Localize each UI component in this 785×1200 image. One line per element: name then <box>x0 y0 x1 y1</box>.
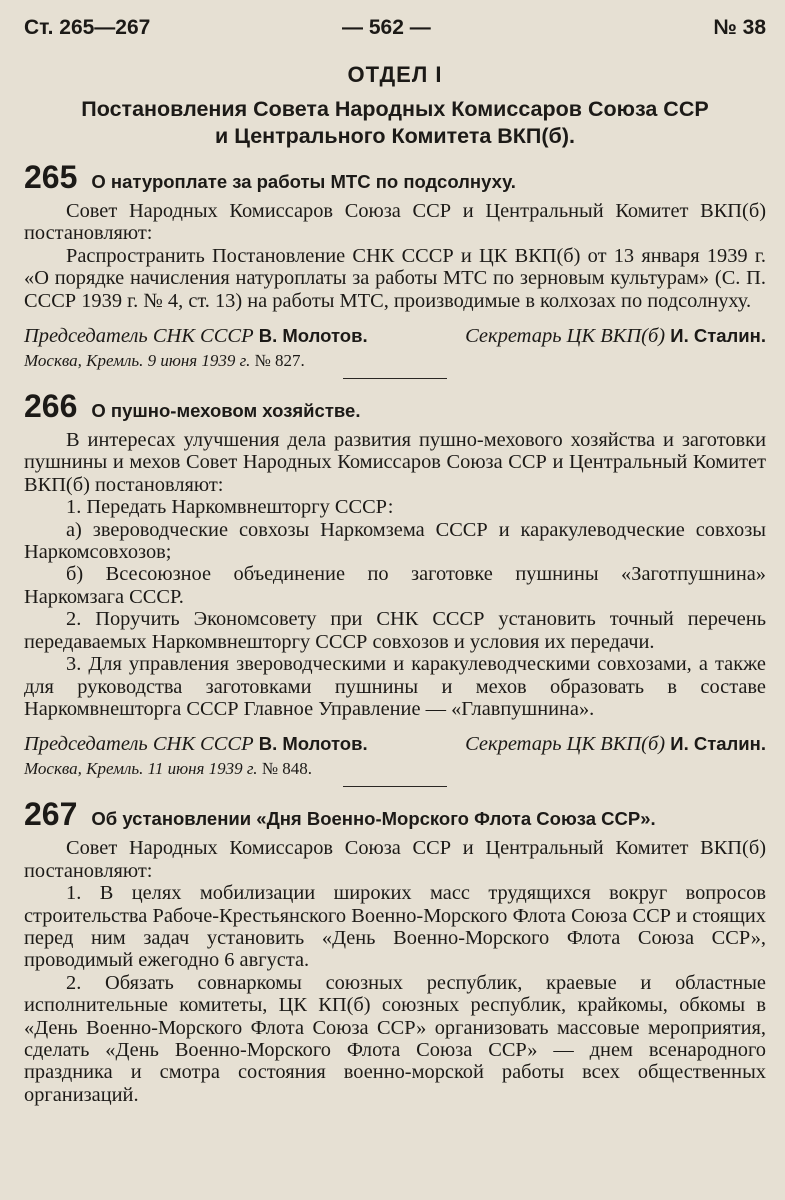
running-header <box>24 10 766 46</box>
place-date-text: Москва, Кремль. 11 июня 1939 г. <box>24 759 258 779</box>
decree-heading <box>24 797 766 831</box>
paragraph: 3. Для управления звероводческими и каракулеводческими совхозами, а также для руководства заготовками пушнины и мехов образовать в составе Наркомвнешторга СССР Главное Управление — «Главпушнина». <box>24 653 766 720</box>
section-subtitle <box>24 96 766 150</box>
signature-name: И. Сталин. <box>670 733 766 755</box>
signature-secretary <box>465 732 766 756</box>
signature-secretary <box>465 324 766 348</box>
document-page <box>24 10 766 1190</box>
paragraph: Совет Народных Комиссаров Союза ССР и Центральный Комитет ВКП(б) постановляют: <box>24 200 766 245</box>
signature-role: Секретарь ЦК ВКП(б) <box>465 325 666 348</box>
decree-title: О пушно-меховом хозяйстве. <box>91 400 361 422</box>
divider <box>343 378 447 379</box>
paragraph: б) Всесоюзное объединение по заготовке пушнины «Заготпушнина» Наркомзага СССР. <box>24 563 766 608</box>
paragraph: 2. Поручить Экономсовету при СНК СССР установить точный перечень передаваемых Наркомвнешторгу СССР совхозов и условия их передачи. <box>24 608 766 653</box>
paragraph: Распространить Постановление СНК СССР и ЦК ВКП(б) от 13 января 1939 г. «О порядке начисления натуроплаты за работы МТС по зерновым культурам» (С. П. СССР 1939 г. № 4, ст. 13) на работы МТС, производимые в колхозах по подсолнуху. <box>24 244 766 312</box>
decree-title: О натуроплате за работы МТС по подсолнуху. <box>91 171 516 192</box>
decree-number: 266 <box>24 388 78 425</box>
paragraph: а) звероводческие совхозы Наркомзема СССР и каракулеводческие совхозы Наркомсовхозов; <box>24 518 766 564</box>
decree-heading <box>24 389 766 423</box>
section-title: ОТДЕЛ I <box>347 62 443 87</box>
document-number: № 848. <box>261 759 313 779</box>
decree-number: 265 <box>24 159 78 195</box>
paragraph: 2. Обязать совнаркомы союзных республик, краевые и областные исполнительные комитеты, ЦК КП(б) союзных республик, крайкомы, обкомы в «День Военно-Морского Флота Союза ССР» организовать массовые мероприятия, сделать «День Военно-Морского Флота Союза ССР» — днем всенародного праздника и смотра состояния военно-морской работы всех общественных организаций. <box>24 971 766 1106</box>
decree-number: 267 <box>24 796 78 833</box>
issue-number: № 38 <box>713 16 766 39</box>
signature-role: Председатель СНК СССР <box>24 733 254 756</box>
decree-265 <box>24 160 766 379</box>
decree-body <box>24 200 766 312</box>
article-range: Ст. 265—267 <box>24 16 151 39</box>
signature-chairman <box>24 324 368 348</box>
paragraph: 1. Передать Наркомвнешторгу СССР: <box>66 496 394 519</box>
section-subtitle-line: и Центрального Комитета ВКП(б). <box>215 124 575 148</box>
signature-role: Секретарь ЦК ВКП(б) <box>465 733 666 756</box>
document-number: № 827. <box>254 351 305 371</box>
signature-name: И. Сталин. <box>670 325 766 347</box>
signature-name: В. Молотов. <box>258 733 368 755</box>
place-date-text: Москва, Кремль. 9 июня 1939 г. <box>24 351 251 371</box>
paragraph: В интересах улучшения дела развития пушно-мехового хозяйства и заготовки пушнины и мехов Совет Народных Комиссаров Союза ССР и Центральный Комитет ВКП(б) постановляют: <box>24 429 766 496</box>
signature-name: В. Молотов. <box>258 325 368 347</box>
paragraph: 1. В целях мобилизации широких масс трудящихся вокруг вопросов строительства Рабоче-Крестьянского Военно-Морского Флота Союза ССР и стоящих перед ним задач установить «День Военно-Морского Флота Союза ССР», проводимый ежегодно 6 августа. <box>24 882 766 972</box>
decree-body <box>24 837 766 1106</box>
divider <box>343 786 447 787</box>
signatures <box>24 324 766 348</box>
decree-266 <box>24 389 766 787</box>
page-number: — 562 — <box>342 16 431 39</box>
decree-267 <box>24 797 766 1106</box>
decree-body <box>24 429 766 720</box>
decree-title: Об установлении «Дня Военно-Морского Флота Союза ССР». <box>91 808 656 830</box>
place-date <box>24 758 766 780</box>
paragraph: Совет Народных Комиссаров Союза ССР и Центральный Комитет ВКП(б) постановляют: <box>24 837 766 882</box>
place-date <box>24 350 766 372</box>
signature-role: Председатель СНК СССР <box>24 325 254 348</box>
decree-heading <box>24 160 766 194</box>
signature-chairman <box>24 732 368 756</box>
section-subtitle-line: Постановления Совета Народных Комиссаров Союза ССР <box>81 97 709 121</box>
signatures <box>24 732 766 756</box>
